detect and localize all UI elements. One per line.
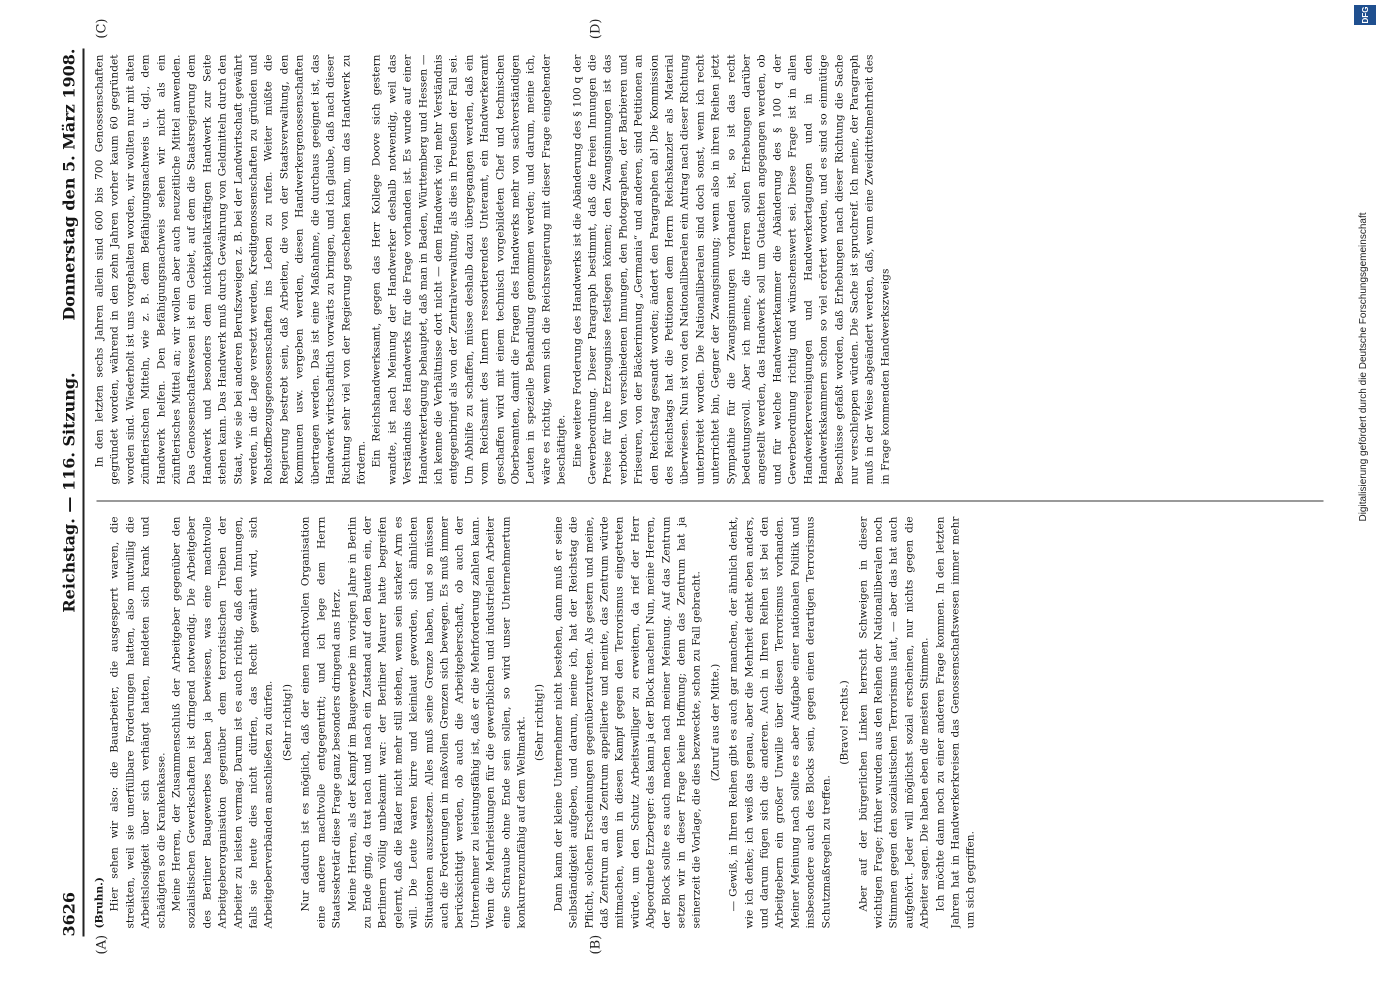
credit-line	[1355, 0, 1377, 1000]
margin-mark-a: (A)	[94, 934, 109, 954]
margin-mark-b: (B)	[588, 934, 603, 954]
interjection: (Zuruf aus der Mitte.)	[708, 663, 721, 781]
interjection: (Sehr richtig!)	[280, 683, 293, 761]
paragraph: — Gewiß, in Ihren Reihen gibt es auch gar manchen, der ähnlich denkt, wie ich denke; ich weiß das genau, aber die Mehrheit denkt eben anders, und darum fügen sich die anderen. Auch in Ihren Reihen ist bei den Arbeitgebern ein großer Unwille über diesen Terrorismus vorhanden. Meiner Meinung nach sollte es aber Aufgabe einer nationalen Politik und insbesondere auch des Blocks sein, gegen einen derartigen Terrorismus Schutzmaßregeln zu treffen.	[727, 516, 832, 928]
speaker-label: (Bruhn.)	[93, 876, 105, 928]
page-number: 3626	[59, 891, 78, 936]
paragraph: Hier sehen wir also: die Bauarbeiter, die ausgesperrt waren, die streikten, weil sie unerfüllbare Forderungen hatten, also mutwillig die Arbeitslosigkeit über sich verhängt hatten, meldeten sich krank und schädigten so die Krankenkasse.	[108, 516, 167, 928]
column-divider	[96, 500, 1323, 501]
paragraph: Nur dadurch ist es möglich, daß der einen machtvollen Organisation eine andere machtvolle entgegentritt; und ich lege dem Herrn Staatssekretär diese Frage ganz besonders dringend ans Herz.	[299, 516, 343, 928]
paragraph: Ein Reichshandwerksamt, gegen das Herr Kollege Doove sich gestern wandte, ist nach Meinung der Handwerker deshalb notwendig, weil das Verständnis des Handwerks für die Frage vorhanden ist. Es wurde auf einer Handwerkertagung behauptet, daß man in Baden, Württemberg und Hessen — ich kenne die Verhältnisse dort nicht — dem Handwerk viel mehr Verständnis entgegenbringt als von der Zentralverwaltung, als dies in Preußen der Fall sei. Um Abhilfe zu schaffen, müsse deshalb dazu übergegangen werden, daß ein vom Reichsamt des Innern ressortierendes Unteramt, ein Handwerkeramt geschaffen wird mit einem technisch vorgebildeten Chef und technischen Oberbeamten, damit die Fragen des Handwerks mehr von sachverständigen Leuten in spezielle Behandlung genommen werden; und darum, meine ich, wäre es richtig, wenn sich die Reichsregierung mit dieser Frage eingehender beschäftigte.	[370, 54, 568, 484]
interjection: (Bravo! rechts.)	[838, 679, 851, 765]
left-column	[92, 516, 1327, 928]
paragraph: Meine Herren, der Zusammenschluß der Arbeitgeber gegenüber den sozialistischen Gewerkschaften ist dringend notwendig. Die Arbeitgeber des Berliner Baugewerbes haben ja bewiesen, was eine machtvolle Arbeitgeberorganisation gegenüber dem terroristischen Treiben der Arbeiter zu leisten vermag. Darum ist es auch richtig, daß den Innungen, falls sie heute dies nicht dürfen, das Recht gewährt wird, sich Arbeitgeberverbänden anschließen zu dürfen.	[170, 516, 275, 928]
right-column	[92, 54, 1327, 484]
paragraph: Aber auf der bürgerlichen Linken herrscht Schweigen in dieser wichtigen Frage; früher wurden aus den Reihen der Nationalliberalen noch Stimmen gegen den sozialistischen Terrorismus laut, — aber das hat auch aufgehört. Jeder will möglichst sozial erscheinen, nur nichts gegen die Arbeiter sagen. Die haben eben die meisten Stimmen.	[856, 516, 931, 928]
credit-text: Digitalisierung gefördert durch die Deutsche Forschungsgemeinschaft	[1358, 212, 1369, 522]
margin-mark-c: (C)	[94, 18, 109, 39]
running-header	[48, 48, 78, 936]
header-rule	[82, 48, 84, 936]
header-title: Reichstag. — 116. Sitzung.	[59, 371, 78, 613]
dfg-logo: DFG	[1354, 5, 1376, 25]
margin-mark-d: (D)	[588, 18, 603, 39]
paragraph: Meine Herren, als der Kampf im Baugewerbe im vorigen Jahre in Berlin zu Ende ging, da trat nach und nach ein Zustand auf den Bauten ein, der Berlinern völlig unbekannt war: der Berliner Maurer hatte begreifen gelernt, daß die Räder nicht mehr still stehen, wenn sein starker Arm es will. Die Leute waren kirre und kleinlaut geworden, sich ähnlichen Situationen auszusetzen. Alles muß seine Grenze haben, und so müssen auch die Forderungen in maßvollen Grenzen sich bewegen. Es muß immer berücksichtigt werden, ob auch die Arbeitgeberschaft, ob auch der Unternehmer zu leistungsfähig ist, daß er die Mehrforderung zahlen kann. Wenn die Mehrleistungen für die gewerblichen und industriellen Arbeiter eine Schraube ohne Ende sein sollen, so wird unser Unternehmertum konkurrenzunfähig auf dem Weltmarkt.	[345, 516, 527, 928]
paragraph: Dann kann der kleine Unternehmer nicht bestehen, dann muß er seine Selbständigkeit aufgeben, und darum, meine ich, hat der Reichstag die Pflicht, solchen Erscheinungen gegenüberzutreten. Als gestern und meine, daß Zentrum an das Zentrum appellierte und meinte, das Zentrum würde mitmachen, wenn in diesen Kampf gegen den Terrorismus eingetreten würde, um den Schutz Arbeitswilliger zu erweitern, da rief der Herr Abgeordnete Erzberger: das kann ja der Block machen! Nun, meine Herren, der Block sollte es auch machen nach meiner Meinung. Auf das Zentrum setzen wir in dieser Frage keine Hoffnung; denn das Zentrum hat ja seinerzeit die Vorlage, die dies bezweckte, schon zu Fall gebracht.	[551, 516, 703, 928]
paragraph: Ich möchte dann noch zu einer anderen Frage kommen. In den letzten Jahren hat in Handwerkerkreisen das Genossenschaftswesen immer mehr um sich gegriffen.	[933, 516, 977, 928]
header-date: Donnerstag den 5. März 1908.	[59, 48, 78, 321]
paragraph: Eine weitere Forderung des Handwerks ist die Abänderung des § 100 q der Gewerbeordnung. Dieser Paragraph bestimmt, daß die freien Innungen die Preise für ihre Erzeugnisse festlegen können; den Zwangsinnungen ist das verboten. Von verschiedenen Innungen, den Photographen, der Barbieren und Friseuren, von der Bäckerinnung „Germania“ und anderen, sind Petitionen an den Reichstag gesandt worden; ändert den Paragraphen ab! Die Kommission des Reichstags hat die Petitionen dem Herrn Reichskanzler als Material überwiesen. Nun ist von den Nationalliberalen ein Antrag nach dieser Richtung unterbreitet worden. Die Nationalliberalen sind doch sonst, wenn ich recht unterrichtet bin, Gegner der Zwangsinnung; wenn also in ihren Reihen jetzt Sympathie für die Zwangsinnungen vorhanden ist, so ist das recht bedeutungsvoll. Aber ich meine, die Herren sollen Erhebungen darüber angestellt werden, das Handwerk soll um Gutachten angegangen werden, ob und für welche Handwerkerkammer die Abänderung des § 100 q der Gewerbeordnung richtig und wünschenswert sei. Diese Frage ist in allen Handwerkervereinigungen und Handwerkertagungen und in den Handwerkskammern schon so viel erörtert worden, und es sind so einmütige Beschlüsse gefaßt worden, daß Erhebungen nach dieser Richtung die Sache nur verschleppen würden. Die Sache ist spruchreif. Ich meine, der Paragraph muß in der Weise abgeändert werden, daß, wenn eine Zweidrittelmehrheit des in Frage kommenden Handwerkszweigs	[570, 54, 891, 484]
paragraph: In den letzten sechs Jahren allein sind 600 bis 700 Genossenschaften gegründet worden, während in den zehn Jahren vorher kaum 60 gegründet worden sind. Wiederholt ist uns vorgehalten worden, wir wollten nur mit alten zünftlerischen Mitteln, wie z. B. dem Befähigungsnachweis u. dgl., dem Handwerk helfen. Den Befähigungsnachweis sehen wir nicht als ein zünftlerisches Mittel an; wir wollen aber auch neuzeitliche Mittel anwenden. Das Genossenschaftswesen ist ein Gebiet, auf dem die Staatsregierung dem Handwerk und besonders dem nichtkapitalkräftigen Handwerk zur Seite stehen kann. Das Handwerk muß durch Gewährung von Geldmitteln durch den Staat, wie sie bei anderen Berufszweigen z. B. bei der Landwirtschaft gewährt werden, in die Lage versetzt werden, Kreditgenossenschaften zu gründen und Rohstoffbezugsgenossenschaften ins Leben zu rufen. Weiter müßte die Regierung bestrebt sein, daß Arbeiten, die von der Staatsverwaltung, den Kommunen usw. vergeben werden, diesen Handwerkergenossenschaften übertragen werden. Das ist eine Maßnahme, die durchaus geeignet ist, das Handwerk wirtschaftlich vorwärts zu bringen, und ich glaube, daß nach dieser Richtung sehr viel von der Regierung geschehen kann, um das Handwerk zu fördern.	[93, 54, 367, 484]
interjection: (Sehr richtig!)	[533, 683, 546, 761]
